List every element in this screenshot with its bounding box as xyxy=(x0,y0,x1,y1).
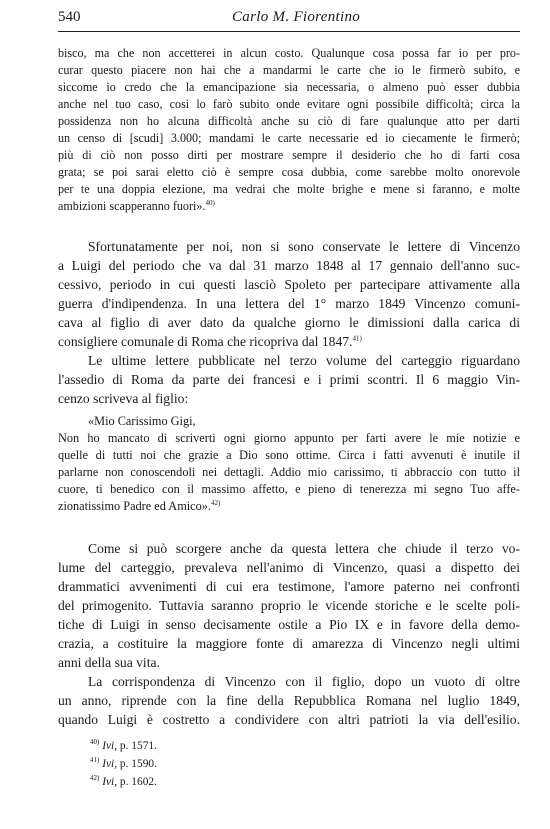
text-line: Sfortunatamente per noi, non si sono conservate le lettere di Vincenzo xyxy=(88,239,520,254)
text-line: possidenza non ho alcuna difficoltà anche su ciò di fare qualunque atto per darti xyxy=(58,114,520,128)
text-line: cuore, ti benedico con il massimo affetto, e pieno di tenerezza mi segno Tuo affe- xyxy=(58,482,520,496)
text-line: quelle di tutti noi che grazie a Dio sono ottime. Circa i fatti avvenuti è inutile il xyxy=(58,448,520,462)
text-line: un censo di [scudi] 3.000; mandami le carte necessarie ed io ciecamente le firmerò; xyxy=(58,131,520,145)
quoted-letter-continuation xyxy=(58,45,520,215)
text-line: Non ho mancato di scriverti ogni giorno appunto per farti avere le mie notizie e xyxy=(58,431,520,445)
text-line: un anno, riprende con la fine della Repubblica Romana nel luglio 1849, xyxy=(58,693,520,708)
footnote xyxy=(90,737,390,755)
text-line: più di ciò non posso dirti per mostrare sempre il desiderio che ho di farti cosa xyxy=(58,148,520,162)
text-line: del primogenito. Tuttavia saranno proprio le vicende storiche e le scelte poli- xyxy=(58,598,520,613)
footnote-source: Ivi xyxy=(102,758,115,770)
footnote-source: Ivi xyxy=(102,740,115,752)
body-paragraph xyxy=(58,672,520,729)
header-rule xyxy=(58,31,520,32)
text-line: parlarne non conoscendoli nei dettagli. Addio mio carissimo, ti abbraccio con tutto il xyxy=(58,465,520,479)
text-line xyxy=(58,198,520,215)
text-line: cava al figlio di aver dato da qualche giorno le dimissioni dalla carica di xyxy=(58,315,520,330)
footnote-marker: 42) xyxy=(211,498,221,507)
text-line: anni della sua vita. xyxy=(58,655,160,670)
text-line: drammatici avvenimenti di cui era testimone, l'amore paterno nei confronti xyxy=(58,579,520,594)
footnote xyxy=(90,755,390,773)
body-paragraph xyxy=(58,351,520,408)
text-line: lume del carteggio, prevaleva nell'animo di Vincenzo, quasi a dispetto dei xyxy=(58,560,520,575)
running-head-author: Carlo M. Fiorentino xyxy=(232,9,361,25)
page-number: 540 xyxy=(58,9,81,25)
footnote-reference: , p. 1590. xyxy=(114,758,157,770)
text-line: l'assedio di Roma da parte dei francesi e i primi scontri. Il 6 maggio Vin- xyxy=(58,372,520,387)
text-line: Come si può scorgere anche da questa lettera che chiude il terzo vo- xyxy=(88,541,520,556)
text-fragment: consigliere comunale di Roma che ricopriva dal 1847. xyxy=(58,334,353,349)
text-fragment: zionatissimo Padre ed Amico». xyxy=(58,499,212,513)
footnote-marker: 40) xyxy=(205,198,215,207)
text-line: anche nel tuo caso, cosi lo farò subito onde evitare ogni possibile difficoltà; circa la xyxy=(58,97,520,111)
running-head xyxy=(58,9,520,31)
text-line: guerra d'indipendenza. In una lettera del 1° marzo 1849 Vincenzo comuni- xyxy=(58,296,520,311)
text-line: per te una doppia elezione, ma vedrai che molte brighe e mene si faranno, e molte xyxy=(58,182,520,196)
footnote-number: 41) xyxy=(90,756,100,765)
text-line: cessivo, periodo in cui questi lasciò Spoleto per partecipare attivamente alla xyxy=(58,277,520,292)
footnote-reference: , p. 1571. xyxy=(114,740,157,752)
footnote-number: 40) xyxy=(90,738,100,747)
footnote-reference: , p. 1602. xyxy=(114,776,157,788)
text-line: grata; se poi sarai eletto ciò è sempre cosa dubbia, come sarebbe molto onorevole xyxy=(58,165,520,179)
text-fragment: ambizioni scapperanno fuori». xyxy=(58,199,206,213)
text-line: curar questo piacere non hai che a mandarmi le carte che io le firmerò subito, e xyxy=(58,63,520,77)
text-line: siccome io credo che la emancipazione sia necessaria, o almeno può esser dubbia xyxy=(58,80,520,94)
text-line: cenzo scriveva al figlio: xyxy=(58,391,189,406)
footnotes xyxy=(90,737,390,791)
text-line: tiche di Luigi in senso decisamente ostile a Pio IX e in favore della demo- xyxy=(58,617,520,632)
body-paragraph xyxy=(58,237,520,351)
footnote-source: Ivi xyxy=(102,776,115,788)
footnote-number: 42) xyxy=(90,774,100,783)
text-line: quando Luigi è costretto a condividere con altri patrioti la via dell'esilio. xyxy=(58,712,520,727)
text-line: bisco, ma che non accetterei in alcun costo. Qualunque cosa possa far io per pro- xyxy=(58,46,520,60)
body-paragraph xyxy=(58,539,520,672)
block-quotation xyxy=(58,413,520,515)
text-line: a Luigi del periodo che va dal 31 marzo 1848 al 17 gennaio dell'anno suc- xyxy=(58,258,520,273)
text-line xyxy=(58,498,520,515)
text-line xyxy=(58,332,520,351)
text-line: La corrispondenza di Vincenzo con il figlio, dopo un vuoto di oltre xyxy=(88,674,520,689)
text-line: Le ultime lettere pubblicate nel terzo volume del carteggio riguardano xyxy=(88,353,520,368)
text-line: crazia, a costituire la maggiore fonte di amarezza di Vincenzo negli ultimi xyxy=(58,636,520,651)
footnote xyxy=(90,773,390,791)
footnote-marker: 41) xyxy=(352,334,362,343)
quote-salutation: «Mio Carissimo Gigi, xyxy=(88,414,196,428)
